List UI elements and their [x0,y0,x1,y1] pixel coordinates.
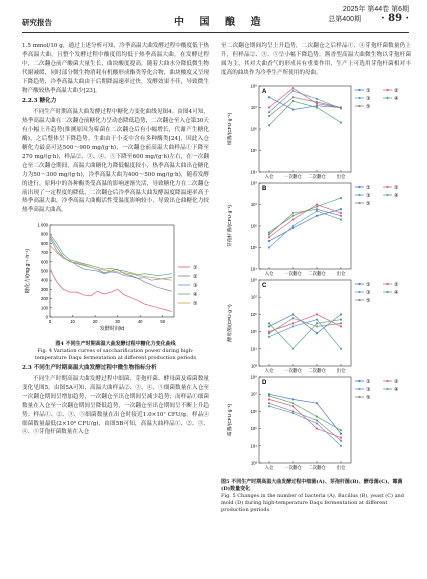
fig5-data-point [340,214,342,216]
fig4-legend-label: ④ [193,292,198,299]
fig5-legend-marker [386,388,388,390]
fig5-data-point [292,402,294,404]
fig5-data-point [268,236,270,238]
fig4-xtick-label: 30 [115,319,120,325]
fig4-ytick-label: 900 [41,231,48,237]
fig5-data-point [316,318,318,320]
section-label: 研究报告 [22,18,52,27]
fig5-data-point [340,313,342,315]
fig5-chart [221,82,411,475]
fig4-caption-cn: 图4 不同生产时期高温大曲发酵过程中糖化力变化曲线 [55,341,176,348]
fig5-data-point [340,121,342,123]
fig5-data-point [268,240,270,242]
fig5-data-point [292,218,294,220]
fig5-data-point [292,108,294,110]
fig5-xtick-label: 出仓 [336,464,346,470]
fig5-data-point [316,422,318,424]
fig5-legend-marker [386,291,388,293]
fig5-data-point [268,233,270,235]
fig5-legend-marker [386,283,388,285]
fig5-legend-marker [386,380,388,382]
fig5-data-point [340,212,342,214]
figure-4 [22,219,209,362]
fig5-ytick-label: 10⁴ [250,266,257,272]
fig5-ytick-label: 10⁷ [250,391,257,397]
fig4-ytick-label: 200 [41,296,48,302]
fig4-xtick-label: 20 [92,319,98,325]
fig5-data-point [316,208,318,210]
fig5-data-point [340,208,342,210]
fig5-data-point [292,317,294,319]
fig5-data-point [340,429,342,431]
fig5-data-point [268,231,270,233]
fig5-xtick-label: 二次翻仓 [308,464,326,470]
paragraph: 1.5 mmol/10 g，通过上述分析可知，冷季高温大曲发酵过程中酸度低于热季高温大曲，且整个发酵过程中酸度值均低于热季高温大曲。在发酵过程中，二次翻仓前产酸菌大量生长，曲块酸度提高，随着大曲水分降低微生物代谢减缓，同时部分微生物消耗有机酸形成酯类等化合物，曲块酸度又呈现下降趋势，冷季高温大曲由于后期降温速率过快，发酵效果不佳，导致微生物产酸较热季高温大曲少[23]。 [22,43,209,94]
fig5-ytick-label: 10⁷ [250,104,257,110]
fig5-series-line [269,403,341,440]
fig5-data-point [340,218,342,220]
fig5-ytick-label: 10⁷ [250,294,257,300]
fig5-data-point [292,89,294,91]
fig5-series-line [269,394,341,434]
fig5-data-point [292,87,294,89]
fig5-data-point [316,427,318,429]
fig4-ytick-label: 600 [41,259,48,265]
fig4-series-line [50,236,172,291]
fig4-ytick-label: 300 [41,287,48,293]
fig5-ytick-label: 10⁵ [250,328,257,334]
fig5-legend-label: ④ [394,96,399,102]
fig4-ytick-label: 500 [41,268,48,274]
fig5-panel-letter: A [262,88,267,95]
fig4-ytick-label: 800 [41,241,48,247]
fig5-data-point [268,332,270,334]
fig5-caption [221,479,411,514]
fig5-legend-label: ① [366,185,371,191]
fig5-legend-marker [358,202,360,204]
fig5-data-point [316,332,318,334]
fig5-legend-marker [358,396,360,398]
fig5-legend-label: ④ [394,193,399,199]
fig5-series-line [269,314,341,333]
fig5-legend-label: ① [366,379,371,385]
fig5-legend-label: ② [394,282,399,288]
fig5-caption-cn: 图5 不同生产时期高温大曲发酵过程中细菌(A)、芽孢杆菌(B)、酵母菌(C)、霉菌(D)数量变化 [221,478,403,492]
fig5-data-point [292,405,294,407]
fig5-data-point [340,197,342,199]
fig5-series-line [269,101,341,125]
fig5-xtick-label: 一次翻仓 [284,464,302,470]
fig5-xtick-label: 一次翻仓 [284,367,302,373]
fig5-legend-marker [386,97,388,99]
fig4-series-line [50,234,172,275]
fig5-legend-marker [358,97,360,99]
fig5-data-point [316,322,318,324]
fig5-data-point [268,394,270,396]
fig4-caption [22,341,209,362]
fig5-ytick-label: 10⁶ [250,311,257,317]
total-issue: 总第400期 [328,16,361,23]
fig5-data-point [316,97,318,99]
fig5-data-point [316,205,318,207]
fig5-plot-frame [259,183,351,269]
fig5-data-point [340,318,342,320]
fig4-xtick-label: 10 [70,319,75,325]
fig5-ytick-label: 10⁴ [250,442,257,448]
fig5-series-line [269,204,341,237]
section-heading: 2.2.3 糖化力 [22,98,57,105]
fig5-xtick-label: 入仓 [264,270,274,276]
fig5-legend-label: ④ [394,387,399,393]
fig4-series-line [50,238,172,280]
fig5-xtick-label: 二次翻仓 [308,367,326,373]
fig5-data-point [292,225,294,227]
fig5-data-point [292,325,294,327]
fig5-legend-label: ③ [366,96,371,102]
fig4-ytick-label: 0 [45,314,48,320]
fig5-legend-label: ⑤ [366,201,371,207]
fig5-ytick-label: 10⁵ [250,425,257,431]
fig5-data-point [316,415,318,417]
fig5-data-point [316,325,318,327]
fig5-legend-label: ① [366,282,371,288]
fig4-xtick-label: 50 [160,319,166,325]
fig4-ytick-label: 700 [41,250,48,256]
fig5-xtick-label: 出仓 [336,367,346,373]
fig5-legend-marker [386,186,388,188]
fig5-data-point [268,124,270,126]
fig5-legend-label: ② [394,379,399,385]
fig5-data-point [268,405,270,407]
fig5-xtick-label: 一次翻仓 [284,173,302,179]
fig5-legend-label: ⑤ [366,104,371,110]
fig5-legend-label: ① [366,88,371,94]
fig5-xtick-label: 入仓 [264,367,274,373]
page-number: · 89 · [381,13,409,24]
fig5-ytick-label: 10⁸ [250,277,257,283]
fig5-legend-marker [358,299,360,301]
fig5-ytick-label: 10⁴ [250,169,257,175]
fig5-series-line [269,198,341,232]
fig5-ytick-label: 10⁶ [250,223,257,229]
fig5-data-point [268,96,270,98]
fig5-legend-marker [358,194,360,196]
fig5-panel-letter: D [262,379,267,386]
fig5-legend-label: ② [394,185,399,191]
fig5-ytick-label: 10⁴ [250,345,257,351]
fig5-data-point [340,325,342,327]
fig5-legend-label: ④ [394,290,399,296]
fig5-data-point [340,106,342,108]
fig5-xtick-label: 出仓 [336,270,346,276]
fig5-data-point [316,419,318,421]
journal-title: 中 国 酿 造 [174,17,267,28]
fig5-ytick-label: 10⁸ [250,180,257,186]
fig5-caption-en: Fig. 5 Changes in the number of bacteria (A), Bacillus (B), yeast (C) and mold (D) during high-temperature Daqu fermentation at different production periods [221,492,404,513]
right-column [221,42,411,514]
fig5-y-axis-label: 芽孢杆菌/(CFU·g⁻¹) [228,204,233,247]
fig5-data-point [292,100,294,102]
fig5-data-point [268,115,270,117]
figure-5 [221,82,411,514]
fig5-legend-label: ② [394,88,399,94]
fig5-data-point [268,335,270,337]
fig5-legend-label: ③ [366,387,371,393]
fig5-legend-marker [358,291,360,293]
fig4-ytick-label: 100 [41,305,48,311]
fig5-legend-label: ⑤ [366,298,371,304]
fig5-legend-marker [358,388,360,390]
fig4-x-axis-label: 发酵时间/d [99,326,125,333]
fig4-ytick-label: 1 000 [37,222,48,228]
paragraph: 不同生产时期高温大曲发酵过程中细菌、芽孢杆菌、酵母菌及霉菌数量变化见图5。由图5A可知，高温大曲样品②、③、④、⑤细菌数量在入仓至一次翻仓期间呈增加趋势，一次翻仓至出仓期间呈减少趋势；而样品①细菌数量在入仓至一次翻仓期间呈降低趋势，一次翻仓至出仓期间呈不断上升趋势；样品①、②、③、⑤细菌数量在出仓时接近1.0×10⁷ CFU/g，样品④细菌数量最低(2×10⁶ CFU/g)，由图5B可知，高温大曲样品①、②、③、④、⑤芽孢杆菌数量在入仓 [22,376,209,436]
fig5-ytick-label: 10⁶ [250,408,257,414]
fig5-data-point [340,444,342,446]
fig5-data-point [268,322,270,324]
fig5-legend-marker [386,89,388,91]
fig5-data-point [316,106,318,108]
fig5-legend-marker [358,89,360,91]
fig4-chart [22,219,209,337]
fig5-data-point [292,347,294,349]
fig5-data-point [268,402,270,404]
fig5-data-point [316,313,318,315]
fig5-data-point [268,106,270,108]
fig5-y-axis-label: 细菌/(CFU·g⁻¹) [228,112,233,145]
fig5-plot-frame [259,377,351,463]
fig5-series-line [269,90,341,112]
fig5-data-point [316,101,318,103]
fig5-legend-marker [358,105,360,107]
fig5-panel-letter: C [262,282,267,289]
fig5-y-axis-label: 霉菌/(CFU·g⁻¹) [228,403,233,436]
fig5-legend-marker [386,194,388,196]
fig5-data-point [268,246,270,248]
fig5-xtick-label: 一次翻仓 [284,270,302,276]
fig5-ytick-label: 10⁵ [250,244,257,250]
fig5-legend-label: ③ [366,290,371,296]
fig4-legend-label: ③ [193,283,198,290]
fig5-legend-marker [358,283,360,285]
fig5-data-point [340,322,342,324]
fig5-data-point [292,410,294,412]
fig5-y-axis-label: 酵母菌/(CFU·g⁻¹) [228,304,233,342]
fig5-series-line [269,406,341,446]
fig5-ytick-label: 10⁸ [250,374,257,380]
fig4-caption-en: Fig. 4 Variation curves of saccharification power during high-temperature Daqu fermentation at different production periods [34,348,197,362]
fig4-legend-label: ⑤ [193,301,198,308]
fig5-legend-label: ③ [366,193,371,199]
fig5-ytick-label: 10⁵ [250,147,257,153]
fig5-ytick-label: 10³ [250,460,257,466]
issue-info: 2025年 第44卷 第6期 [342,6,409,13]
fig5-ytick-label: 10⁷ [250,201,257,207]
fig5-data-point [340,439,342,441]
paragraph: 至二次翻仓期间均呈上升趋势，二次翻仓之后样品①、④芽孢杆菌数量仍上升，但样品②、③、⑤呈小幅下降趋势。酱香型高温大曲微生物以芽孢杆菌属为主，其对大曲香气的形成具有重要作用，生产上可选用芽孢杆菌相对丰度高的曲块作为冷季生产所使用的母曲。 [221,43,411,76]
paragraph: 不同生产时期高温大曲发酵过程中糖化力变化曲线见图4。由图4可知，热季高温大曲在二次翻仓前糖化力呈动态降低趋势，二次翻仓至入仓第30天有小幅上升趋势(推测原因为霉菌在二次翻仓后有小幅增长，代谢产生糖化酶)，之后整体呈下降趋势。生曲由于小麦中含有多种酶类[24]，因此入仓糖化力最高可达500～900 mg/(g·h)，一次翻仓前高温大曲样品①下降至270 mg/(g·h)，样品②、③、④、⑤下降至600 mg/(g·h)左右，在一次翻仓至二次翻仓期间，高温大曲糖化力降低幅度较小，热季高温大曲出仓糖化力为50～300 mg/(g·h)，冷季高温大曲为400～500 mg/(g·h)，随着发酵的进行，原料中的各种酶类受高温的影响逐渐失活，导致糖化力在二次翻仓前出现了一定程度的降低，二次翻仓后冷季高温大曲发酵温度降温速率高于热季高温大曲，冷季高温大曲酶活性受温度影响较小，导致出仓曲糖化力较热季高温大曲高。 [22,109,209,214]
fig4-ytick-label: 400 [41,277,48,283]
fig5-ytick-label: 10⁸ [250,83,257,89]
fig5-data-point [292,227,294,229]
fig5-data-point [292,322,294,324]
fig5-data-point [340,347,342,349]
fig5-legend-marker [358,186,360,188]
fig4-xtick-label: 0 [48,319,52,325]
section-heading: 2.3 不同生产时期高温大曲发酵过程中微生物指标分析 [22,365,157,372]
fig5-legend-marker [358,380,360,382]
fig5-data-point [268,398,270,400]
fig5-data-point [340,432,342,434]
fig4-legend-label: ① [193,265,198,272]
fig5-data-point [268,325,270,327]
page-header [22,0,409,33]
fig4-series-line [50,269,172,311]
fig5-data-point [292,313,294,315]
fig5-xtick-label: 出仓 [336,173,346,179]
fig4-xtick-label: 40 [137,319,143,325]
fig5-data-point [292,214,294,216]
fig5-data-point [316,214,318,216]
fig5-data-point [340,436,342,438]
fig5-series-line [269,318,341,333]
fig5-xtick-label: 入仓 [264,173,274,179]
fig5-data-point [316,402,318,404]
fig5-xtick-label: 二次翻仓 [308,270,326,276]
fig5-data-point [292,96,294,98]
fig5-xtick-label: 二次翻仓 [308,173,326,179]
fig5-panel-letter: B [262,185,267,192]
fig5-ytick-label: 10³ [250,363,257,369]
fig5-legend-label: ⑤ [366,395,371,401]
fig5-data-point [292,398,294,400]
fig4-legend-label: ② [193,274,198,281]
fig5-xtick-label: 入仓 [264,464,274,470]
left-column [22,42,209,437]
fig5-data-point [268,111,270,113]
fig5-data-point [292,212,294,214]
fig5-ytick-label: 10⁶ [250,126,257,132]
fig5-data-point [316,203,318,205]
fig4-y-axis-label: 糖化力/(mg·g⁻¹·h⁻¹) [25,249,31,294]
